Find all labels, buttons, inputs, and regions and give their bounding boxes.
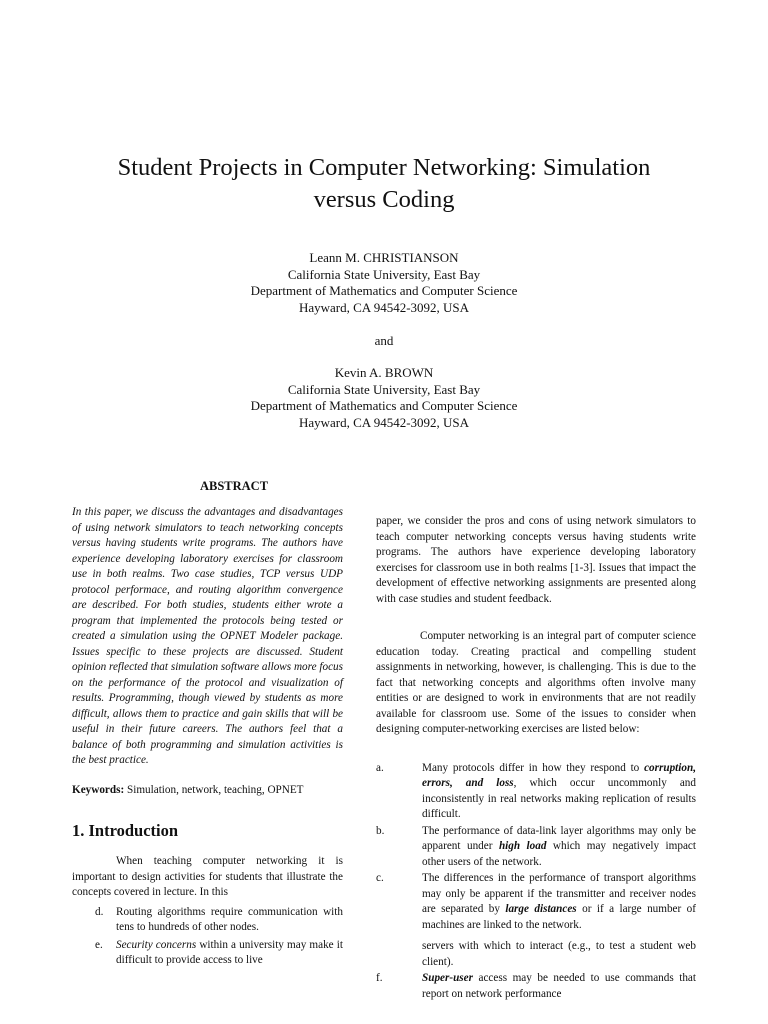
abstract-text: In this paper, we discuss the advantages and disadvantages of using network simulators to teach networking concepts versus having students write programs. The authors have experience developing laboratory exercises for classroom use in both realms. Two case studies, TCP versus UDP protocol performace, and routing algorithm convergence are described. For both studies, students either wrote a program that implemented the protocols being tested or created a simulation using the OPNET Modeler package. Issues specific to these projects are discussed. Student opinion reflected that simulation software allows more focus on the performance of the protocol and visualization of results. Programming, though viewed by students as more difficult, allows them to practice and gain skills that will be useful in their future careers. The authors feel that a balance of both programming and simulation activities is the best practice.: [72, 506, 343, 766]
author-2-block: [80, 365, 688, 431]
section-1-heading: 1. Introduction: [72, 821, 179, 840]
right-column: [376, 514, 696, 1002]
list-item-emphasis: Security concerns: [116, 938, 197, 951]
author-2-department: Department of Mathematics and Computer Science: [250, 398, 518, 413]
keywords-label: Keywords:: [72, 783, 125, 796]
author-1-institution: California State University, East Bay: [287, 266, 481, 282]
author-1-address: Hayward, CA 94542-3092, USA: [298, 299, 470, 315]
keywords-text: Simulation, network, teaching, OPNET: [124, 783, 304, 796]
title-line-2: versus Coding: [313, 186, 455, 213]
list-marker: e.: [95, 938, 103, 951]
intro-paragraph: When teaching computer networking it is important to design activities for students that illustrate the concepts covered in lecture. In this: [72, 855, 343, 898]
left-issue-list: [72, 905, 343, 969]
list-item-text: within a university may make it difficult to provide access to live: [116, 938, 343, 966]
list-item-text: or if a large number of machines are linked to the network.: [422, 903, 696, 931]
title-line-1: Student Projects in Computer Networking: Simulation: [117, 154, 651, 181]
list-item-emphasis: large distances: [505, 903, 577, 915]
list-item-text: Routing algorithms require communication with tens to hundreds of other nodes.: [116, 905, 343, 933]
list-item-text: which may negatively impact other users of the network.: [422, 840, 696, 868]
list-continuation: servers with which to interact (e.g., to test a student web client).: [422, 940, 696, 968]
author-1-block: [80, 250, 688, 316]
list-item: [376, 871, 696, 933]
list-item: [376, 971, 696, 1002]
list-item-text: , which occur uncommonly and inconsistently in real networks making replication of results difficult.: [422, 777, 696, 820]
list-item: [72, 905, 343, 936]
list-marker: c.: [376, 872, 384, 884]
list-item-emphasis: corruption, errors, and loss: [422, 761, 696, 789]
list-marker: d.: [95, 905, 104, 918]
list-item-emphasis: high load: [498, 840, 547, 852]
list-item-emphasis: Super-user: [422, 972, 473, 984]
list-marker: f.: [376, 972, 383, 984]
right-issue-list-2: [376, 971, 696, 1002]
author-2-name: Kevin A. BROWN: [334, 365, 434, 380]
author-1-department: Department of Mathematics and Computer Science: [250, 283, 518, 298]
list-item: [72, 938, 343, 969]
author-2-institution: California State University, East Bay: [287, 381, 481, 397]
author-1-name: Leann M. CHRISTIANSON: [309, 250, 459, 265]
right-paragraph-2: Computer networking is an integral part of computer science education today. Creating practical and compelling student assignments in networking, however, is challenging. This is due to the fact that networking concepts and algorithms often involve many entities or are designed to work in environments that are not readily available for classroom use. Some of the issues to consider when designing computer-networking exercises are listed below:: [376, 630, 696, 735]
list-item-text: access may be needed to use commands that report on network performance: [422, 972, 696, 1000]
paper-title: [80, 152, 688, 216]
list-marker: b.: [376, 824, 385, 837]
list-marker: a.: [376, 761, 384, 774]
list-item: [376, 761, 696, 823]
author-2-address: Hayward, CA 94542-3092, USA: [298, 414, 470, 430]
and-separator: and: [374, 333, 394, 348]
list-item-text: The performance of data-link layer algorithms may only be apparent under: [422, 824, 696, 852]
right-issue-list: [376, 761, 696, 934]
right-paragraph-1: paper, we consider the pros and cons of using network simulators to teach computer networking concepts versus having students write programs. The authors have experience developing laboratory exercises for classroom use in both realms [1-3]. Issues that impact the development of effective networking assignments are presented along with case studies and student feedback.: [376, 515, 696, 605]
list-item-text: The differences in the performance of transport algorithms may only be apparent if the transmitter and receiver nodes are separated by: [422, 872, 696, 915]
list-item-text: Many protocols differ in how they respond to: [422, 761, 645, 774]
keywords-line: [72, 783, 343, 799]
abstract-heading: ABSTRACT: [199, 479, 269, 493]
list-item: [376, 824, 696, 871]
left-column: [72, 505, 343, 969]
